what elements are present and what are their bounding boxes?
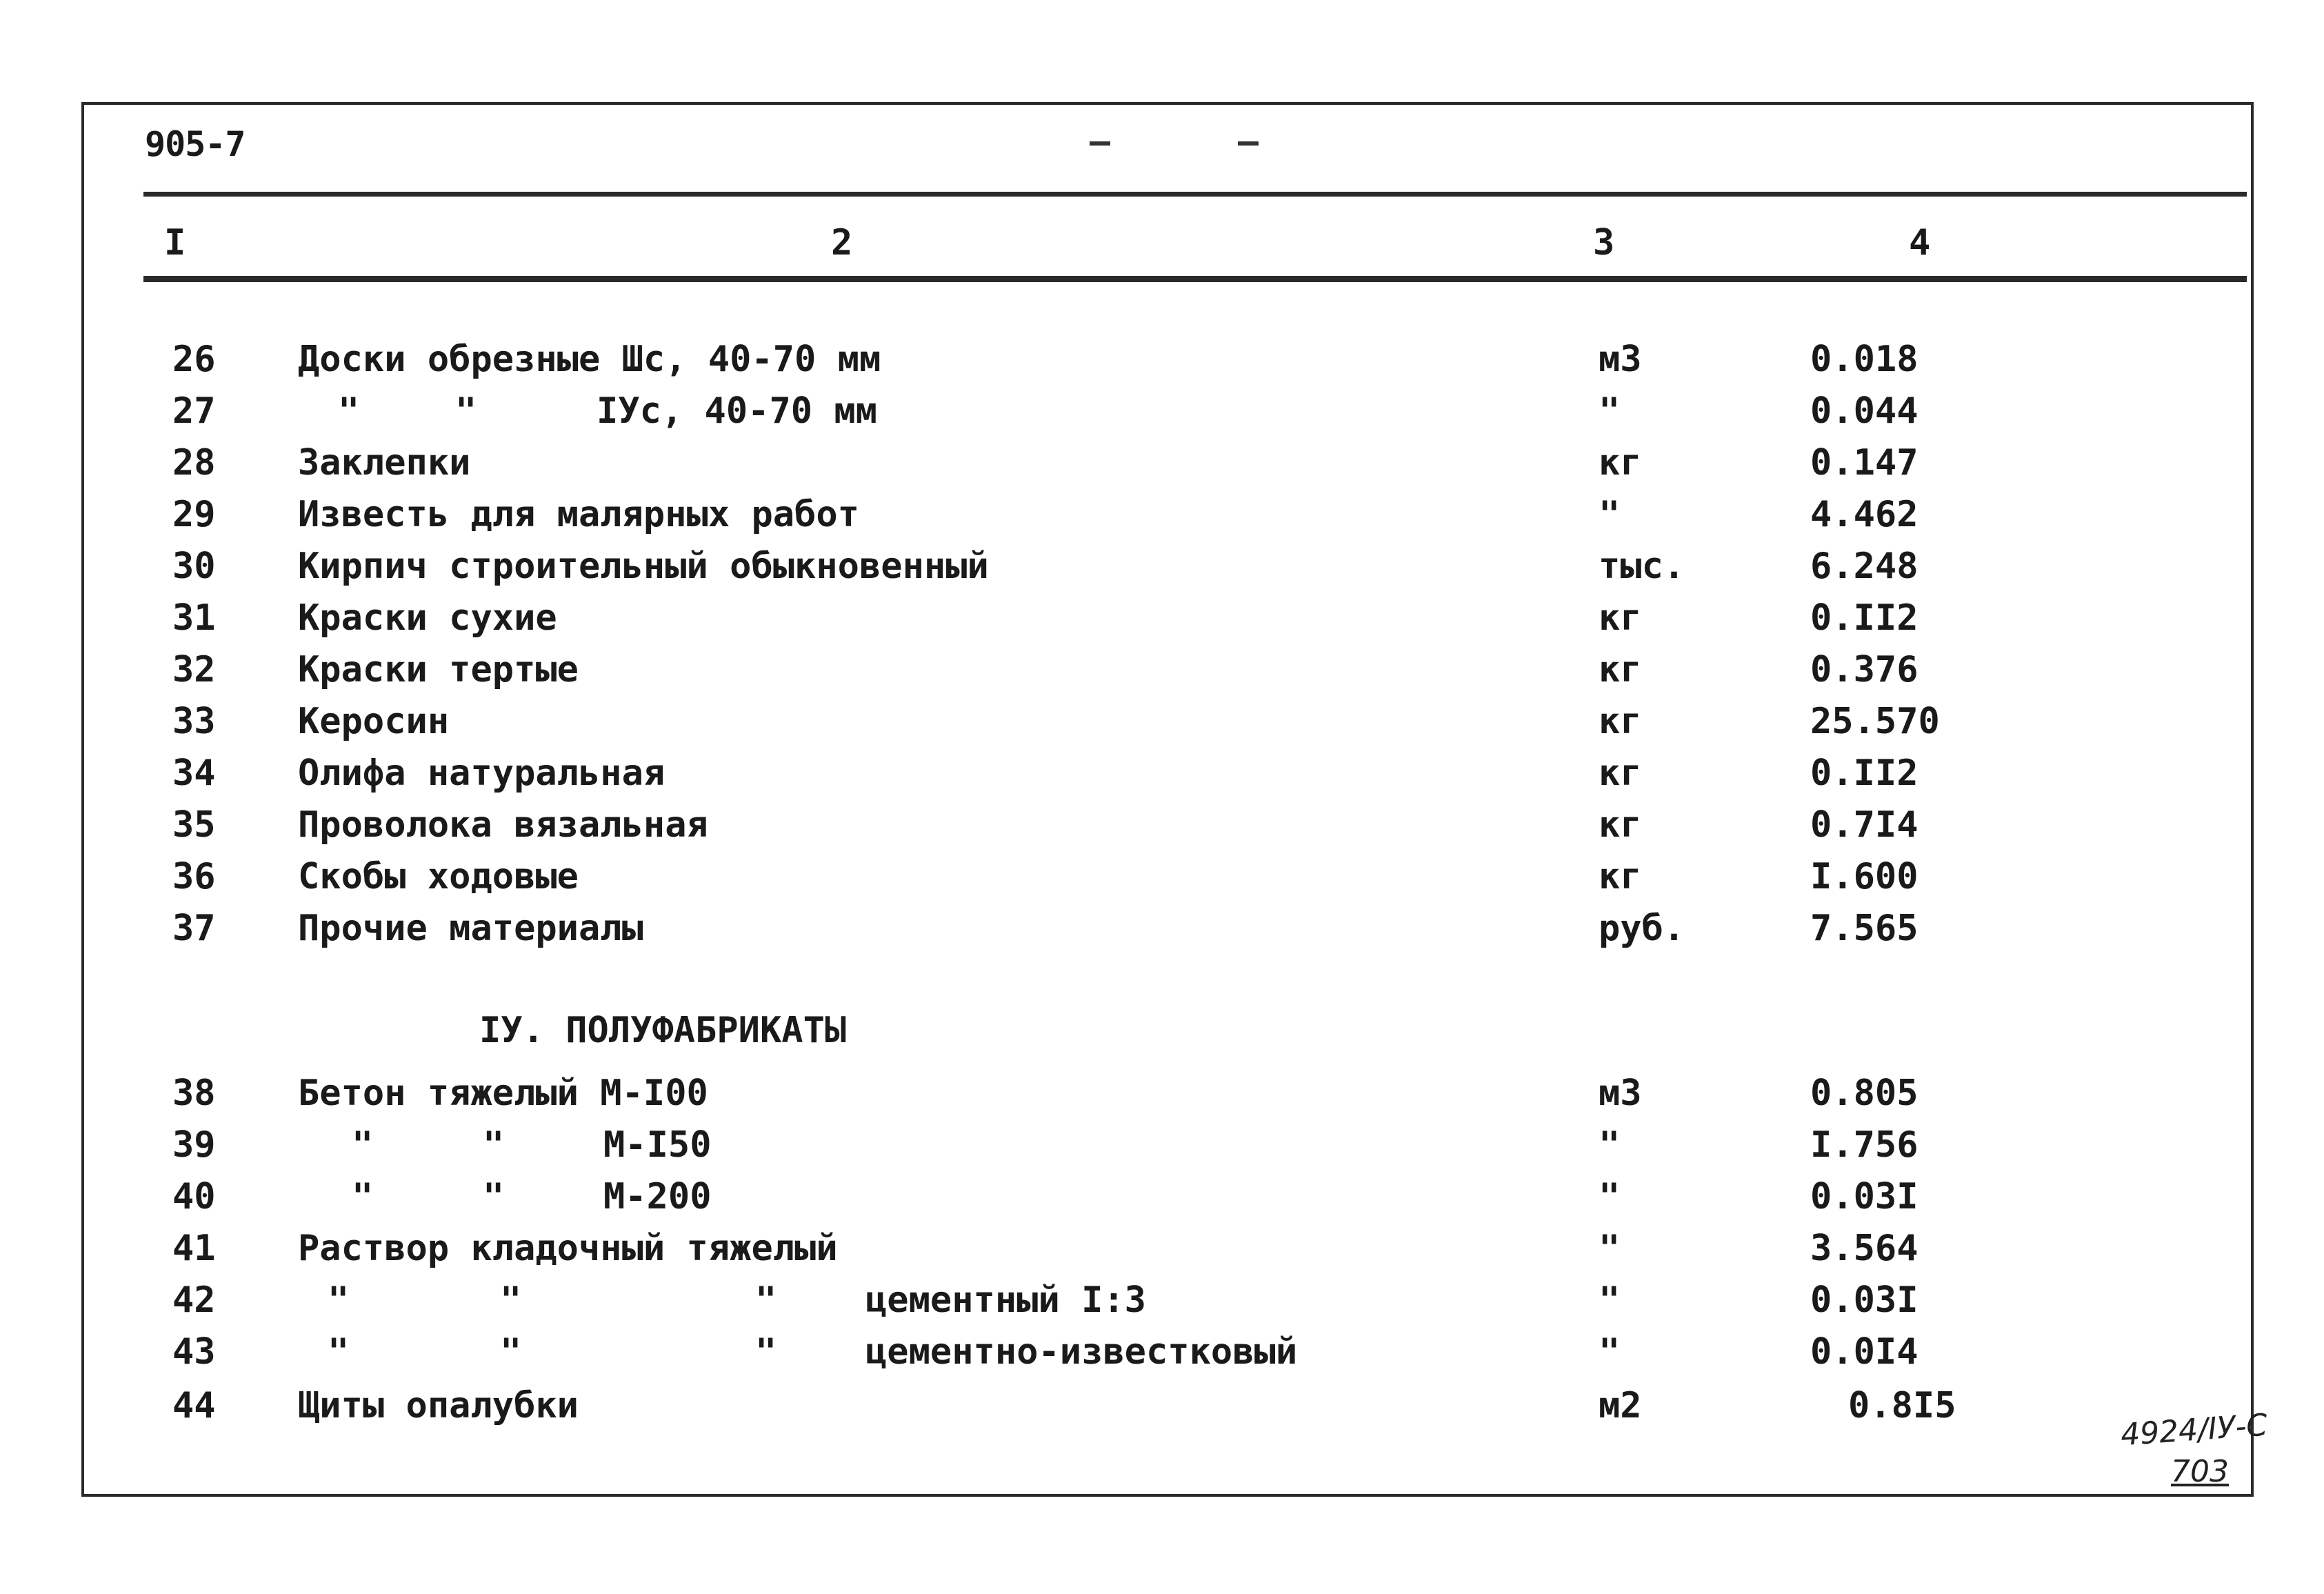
- row-quantity: 3.564: [1810, 1228, 1919, 1269]
- row-quantity: 0.8I5: [1848, 1385, 1956, 1426]
- column-header-number: I: [164, 222, 186, 263]
- row-number: 38: [172, 1073, 216, 1114]
- row-name-suffix: М-200: [603, 1176, 712, 1217]
- row-quantity: I.756: [1810, 1124, 1919, 1166]
- row-number: 30: [172, 546, 216, 587]
- ditto-mark: ": [500, 1331, 522, 1373]
- row-number: 31: [172, 597, 216, 639]
- row-name: Олифа натуральная: [298, 753, 665, 794]
- table-row: [0, 1274, 2324, 1326]
- row-number: 37: [172, 908, 216, 949]
- row-unit: кг: [1599, 442, 1642, 484]
- row-name: Бетон тяжелый М-I00: [298, 1073, 708, 1114]
- ditto-mark: ": [328, 1331, 350, 1373]
- row-unit: ": [1599, 390, 1621, 432]
- row-unit: ": [1599, 494, 1621, 535]
- row-quantity: 0.044: [1810, 390, 1919, 432]
- table-row: [0, 540, 2324, 592]
- row-unit: кг: [1599, 597, 1642, 639]
- ditto-mark: ": [755, 1331, 777, 1373]
- row-name: Кирпич строительный обыкновенный: [298, 546, 989, 587]
- table-row: [0, 1222, 2324, 1275]
- row-unit: руб.: [1599, 908, 1685, 949]
- row-number: 35: [172, 804, 216, 846]
- row-number: 41: [172, 1228, 216, 1269]
- row-number: 33: [172, 701, 216, 742]
- column-header-unit: 3: [1593, 222, 1615, 263]
- table-row: [0, 1326, 2324, 1378]
- row-quantity: 0.03I: [1810, 1176, 1919, 1217]
- column-header-name: 2: [831, 222, 853, 263]
- row-quantity: 6.248: [1810, 546, 1919, 587]
- row-number: 36: [172, 856, 216, 897]
- row-unit: ": [1599, 1176, 1621, 1217]
- sheet-number: 703: [2171, 1454, 2229, 1489]
- row-unit: кг: [1599, 753, 1642, 794]
- row-number: 40: [172, 1176, 216, 1217]
- row-name: Краски тертые: [298, 649, 579, 690]
- ditto-mark: ": [483, 1176, 505, 1217]
- document-code: 905-7: [145, 124, 246, 164]
- row-quantity: 0.03I: [1810, 1279, 1919, 1321]
- table-row: [0, 592, 2324, 644]
- row-number: 32: [172, 649, 216, 690]
- row-unit: м2: [1599, 1385, 1642, 1426]
- row-quantity: 0.018: [1810, 339, 1919, 380]
- row-name-suffix: цементный I:3: [865, 1279, 1146, 1321]
- ditto-mark: ": [755, 1279, 777, 1321]
- row-unit: кг: [1599, 649, 1642, 690]
- row-quantity: 0.II2: [1810, 753, 1919, 794]
- row-number: 43: [172, 1331, 216, 1373]
- row-name-suffix: М-I50: [603, 1124, 712, 1166]
- row-unit: кг: [1599, 856, 1642, 897]
- section-title: IУ. ПОЛУФАБРИКАТЫ: [479, 1010, 847, 1051]
- row-quantity: 0.7I4: [1810, 804, 1919, 846]
- row-number: 39: [172, 1124, 216, 1166]
- ditto-mark: ": [328, 1279, 350, 1321]
- row-number: 34: [172, 753, 216, 794]
- table-row: [0, 850, 2324, 903]
- table-row: [0, 1067, 2324, 1119]
- table-row: [0, 1119, 2324, 1171]
- row-number: 42: [172, 1279, 216, 1321]
- row-quantity: 4.462: [1810, 494, 1919, 535]
- table-row: [0, 333, 2324, 386]
- column-header-quantity: 4: [1909, 222, 1931, 263]
- row-quantity: 25.570: [1810, 701, 1940, 742]
- ditto-mark: ": [455, 390, 477, 432]
- row-unit: ": [1599, 1228, 1621, 1269]
- row-number: 27: [172, 390, 216, 432]
- row-name: Доски обрезные Шс, 40-70 мм: [298, 339, 881, 380]
- table-row: [0, 695, 2324, 748]
- ditto-mark: ": [338, 390, 360, 432]
- row-unit: м3: [1599, 339, 1642, 380]
- row-name: Заклепки: [298, 442, 471, 484]
- row-unit: кг: [1599, 804, 1642, 846]
- row-name-suffix: цементно-известковый: [865, 1331, 1298, 1373]
- table-row: [0, 644, 2324, 696]
- row-number: 28: [172, 442, 216, 484]
- row-unit: ": [1599, 1279, 1621, 1321]
- row-unit: м3: [1599, 1073, 1642, 1114]
- row-name: Щиты опалубки: [298, 1385, 579, 1426]
- row-name: Краски сухие: [298, 597, 557, 639]
- table-row: [0, 1379, 2324, 1432]
- row-name-suffix: IУс, 40-70 мм: [597, 390, 877, 432]
- table-row: [0, 902, 2324, 955]
- row-quantity: 7.565: [1810, 908, 1919, 949]
- row-number: 26: [172, 339, 216, 380]
- row-name: Скобы ходовые: [298, 856, 579, 897]
- table-row: [0, 385, 2324, 437]
- table-row: [0, 799, 2324, 851]
- row-quantity: 0.II2: [1810, 597, 1919, 639]
- row-number: 29: [172, 494, 216, 535]
- row-quantity: 0.0I4: [1810, 1331, 1919, 1373]
- sheet-reference: 4924/IУ-С: [2119, 1407, 2269, 1453]
- row-quantity: 0.805: [1810, 1073, 1919, 1114]
- table-row: [0, 488, 2324, 541]
- table-row: [0, 437, 2324, 489]
- table-row: [0, 1170, 2324, 1223]
- row-quantity: I.600: [1810, 856, 1919, 897]
- row-unit: тыс.: [1599, 546, 1685, 587]
- ditto-mark: ": [352, 1124, 374, 1166]
- ditto-mark: ": [352, 1176, 374, 1217]
- row-name: Прочие материалы: [298, 908, 643, 949]
- row-name: Керосин: [298, 701, 450, 742]
- table-row: [0, 747, 2324, 799]
- row-quantity: 0.376: [1810, 649, 1919, 690]
- row-name: Проволока вязальная: [298, 804, 708, 846]
- row-unit: ": [1599, 1331, 1621, 1373]
- row-quantity: 0.147: [1810, 442, 1919, 484]
- ditto-mark: ": [500, 1279, 522, 1321]
- row-unit: кг: [1599, 701, 1642, 742]
- row-name: Известь для малярных работ: [298, 494, 859, 535]
- row-name: Раствор кладочный тяжелый: [298, 1228, 838, 1269]
- row-unit: ": [1599, 1124, 1621, 1166]
- ditto-mark: ": [483, 1124, 505, 1166]
- row-number: 44: [172, 1385, 216, 1426]
